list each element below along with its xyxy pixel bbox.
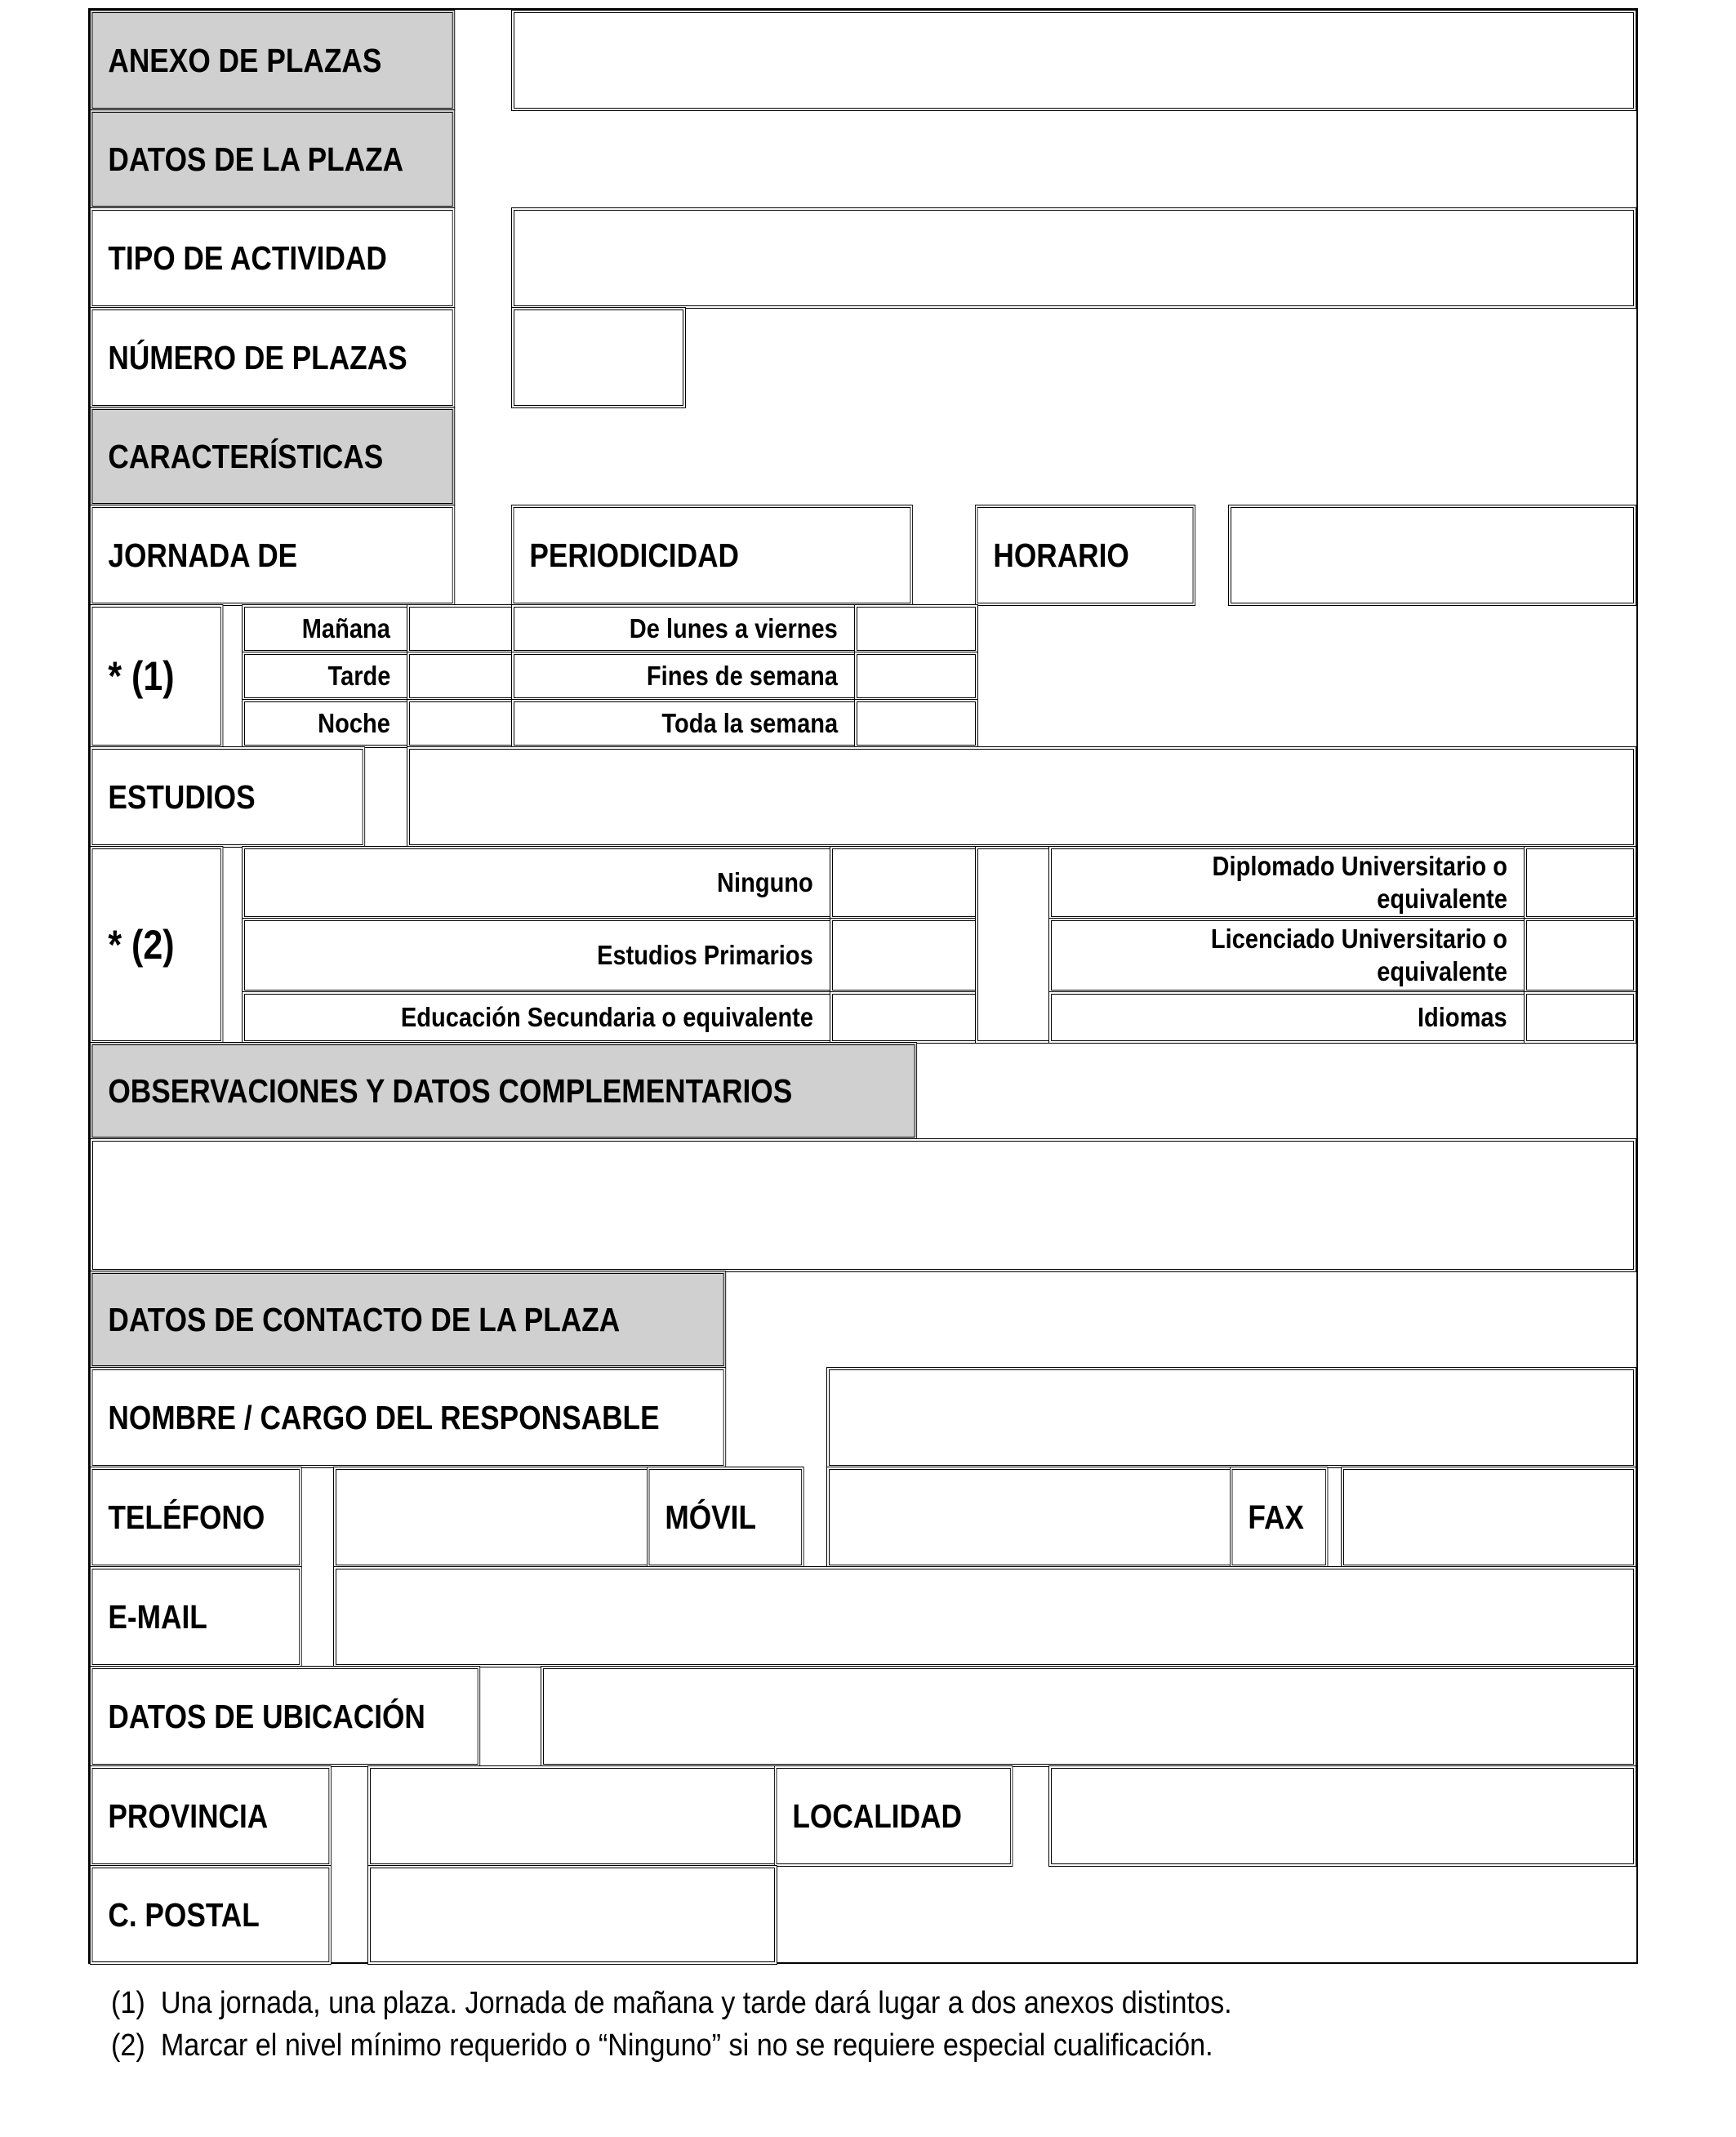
estudios-option-licenciado: Licenciado Universitario o equivalente	[1048, 918, 1527, 993]
numero-plazas-field[interactable]	[511, 307, 686, 408]
email-field[interactable]	[333, 1566, 1636, 1667]
footnote-1-number: (1)	[111, 1986, 145, 2020]
estudios-option-secundaria: Educación Secundaria o equivalente	[242, 991, 833, 1044]
estudios-checkbox-licenciado[interactable]	[1524, 918, 1636, 993]
provincia-label: PROVINCIA	[90, 1765, 332, 1867]
observaciones-header: OBSERVACIONES Y DATOS COMPLEMENTARIOS	[90, 1042, 917, 1140]
movil-label: MÓVIL	[647, 1467, 804, 1568]
fax-field[interactable]	[1341, 1467, 1636, 1568]
periodicidad-checkbox-lunes-viernes[interactable]	[854, 604, 978, 653]
footnote-2	[111, 2028, 1213, 2064]
horario-field[interactable]	[1228, 505, 1636, 606]
tipo-actividad-field[interactable]	[511, 207, 1636, 309]
estudios-checkbox-ninguno[interactable]	[830, 846, 978, 919]
periodicidad-checkbox-toda-semana[interactable]	[854, 699, 978, 748]
email-label: E-MAIL	[90, 1566, 302, 1667]
jornada-checkbox-manana[interactable]	[407, 604, 514, 653]
responsable-label: NOMBRE / CARGO DEL RESPONSABLE	[90, 1367, 726, 1468]
ubicacion-field[interactable]	[541, 1666, 1636, 1767]
horario-label: HORARIO	[975, 505, 1195, 606]
anexo-label: ANEXO DE PLAZAS	[90, 10, 455, 111]
estudios-option-primarios: Estudios Primarios	[242, 918, 833, 993]
jornada-option-manana: Mañana	[242, 604, 410, 653]
estudios-divider-cell	[975, 846, 1052, 1044]
footnote-2-text: Marcar el nivel mínimo requerido o “Ninguno” si no se requiere especial cualificación.	[160, 2028, 1213, 2063]
footnote-1	[111, 1986, 1232, 2021]
estudios-option-diplomado: Diplomado Universitario o equivalente	[1048, 846, 1527, 919]
jornada-label: JORNADA DE	[90, 505, 455, 606]
periodicidad-option-lunes-viernes: De lunes a viernes	[511, 604, 857, 653]
localidad-label: LOCALIDAD	[774, 1765, 1013, 1867]
periodicidad-option-fines-semana: Fines de semana	[511, 652, 857, 701]
ubicacion-label: DATOS DE UBICACIÓN	[90, 1666, 480, 1767]
jornada-checkbox-noche[interactable]	[407, 699, 514, 748]
jornada-option-noche: Noche	[242, 699, 410, 748]
cpostal-field[interactable]	[367, 1865, 777, 1965]
estudios-checkbox-primarios[interactable]	[830, 918, 978, 993]
observaciones-field[interactable]	[90, 1138, 1636, 1272]
contacto-header: DATOS DE CONTACTO DE LA PLAZA	[90, 1271, 726, 1369]
estudios-checkbox-diplomado[interactable]	[1524, 846, 1636, 919]
estudios-field[interactable]	[407, 746, 1636, 848]
caracteristicas-header: CARACTERÍSTICAS	[90, 407, 455, 506]
periodicidad-checkbox-fines-semana[interactable]	[854, 652, 978, 701]
estudios-label: ESTUDIOS	[90, 746, 365, 848]
provincia-field[interactable]	[367, 1765, 777, 1867]
jornada-option-tarde: Tarde	[242, 652, 410, 701]
tipo-actividad-label: TIPO DE ACTIVIDAD	[90, 207, 455, 309]
movil-field[interactable]	[826, 1467, 1233, 1568]
localidad-field[interactable]	[1048, 1765, 1636, 1867]
nota2-marker: * (2)	[90, 846, 223, 1044]
footnote-1-text: Una jornada, una plaza. Jornada de mañana y tarde dará lugar a dos anexos distintos.	[160, 1986, 1232, 2020]
fax-label: FAX	[1230, 1467, 1328, 1568]
periodicidad-option-toda-semana: Toda la semana	[511, 699, 857, 748]
responsable-field[interactable]	[826, 1367, 1636, 1468]
jornada-checkbox-tarde[interactable]	[407, 652, 514, 701]
cpostal-label: C. POSTAL	[90, 1865, 332, 1965]
datos-plaza-header: DATOS DE LA PLAZA	[90, 109, 455, 209]
telefono-field[interactable]	[333, 1467, 650, 1568]
numero-plazas-label: NÚMERO DE PLAZAS	[90, 307, 455, 408]
estudios-checkbox-idiomas[interactable]	[1524, 991, 1636, 1044]
telefono-label: TELÉFONO	[90, 1467, 302, 1568]
estudios-option-idiomas: Idiomas	[1048, 991, 1527, 1044]
periodicidad-label: PERIODICIDAD	[511, 505, 913, 606]
anexo-field[interactable]	[511, 10, 1636, 111]
estudios-option-ninguno: Ninguno	[242, 846, 833, 919]
nota1-marker: * (1)	[90, 604, 223, 748]
footnote-2-number: (2)	[111, 2028, 145, 2063]
estudios-checkbox-secundaria[interactable]	[830, 991, 978, 1044]
